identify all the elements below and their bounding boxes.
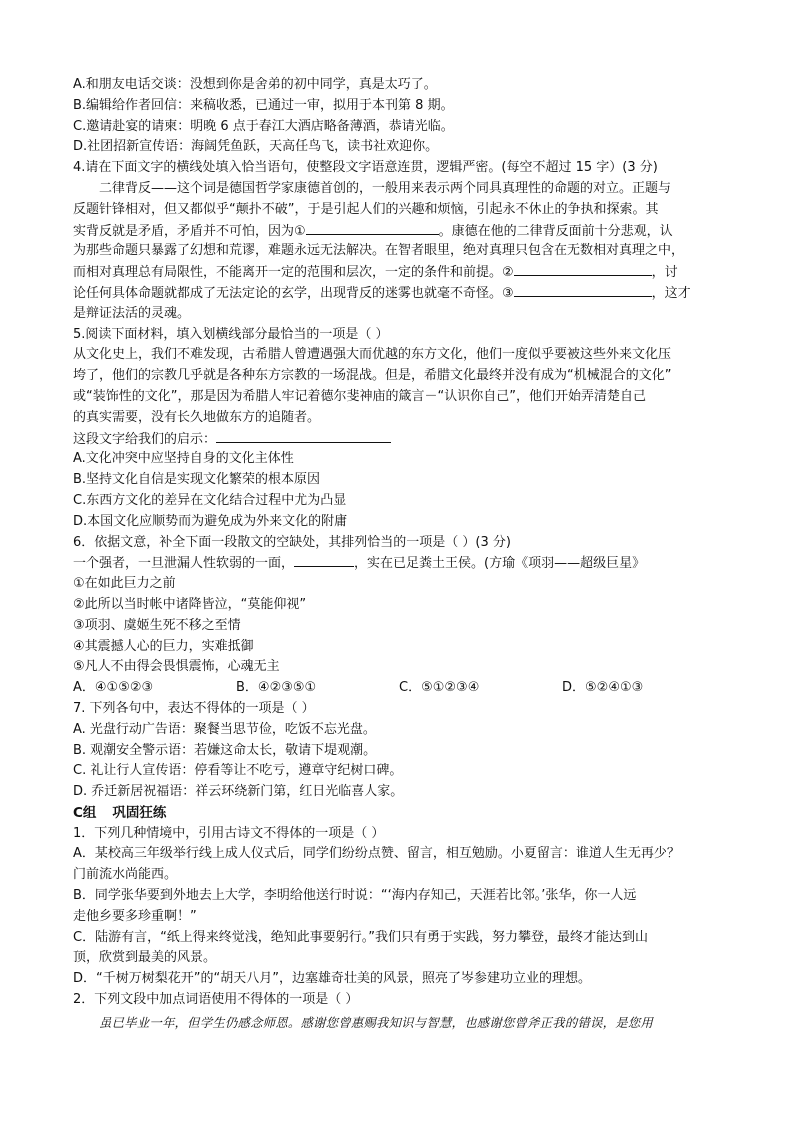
q7-option-b: B. 观潮安全警示语：若嫌这命太长，敬请下堤观潮。 [73, 742, 377, 758]
q4-paragraph-line: 是辩证法活的灵魂。 [73, 305, 191, 321]
q5-option-a: A.文化冲突中应坚持自身的文化主体性 [73, 451, 294, 467]
question-7-title: 7. 下列各句中，表达不得体的一项是（ ） [73, 700, 315, 716]
section-name: 巩固狂练 [112, 804, 167, 821]
q4-paragraph-line [73, 221, 725, 242]
q6-text: 一个强者，一旦泄漏人性软弱的一面， [73, 556, 295, 572]
q7-option-c: C. 礼让行人宣传语：停看等让不吃亏，遵章守纪树口碑。 [73, 763, 403, 779]
q7-option-d: D. 乔迁新居祝福语：祥云环绕新门第，红日光临喜人家。 [73, 784, 404, 800]
c2-passage-line: 虽已毕业一年，但学生仍感念师恩。感谢您曾惠赐我知识与智慧，也感谢您曾斧正我的错误，是您用 [99, 1014, 653, 1030]
option-b: B.编辑给作者回信：来稿收悉，已通过一审，拟用于本刊第 8 期。 [73, 97, 454, 113]
c1-option-a: A．某校高三年级举行线上成人仪式后，同学们纷纷点赞、留言，相互勉励。小夏留言：谁道人生无再少？ [73, 846, 680, 862]
question-6-title: 6．依据文意，补全下面一段散文的空缺处，其排列恰当的一项是（ ）(3 分) [73, 534, 511, 550]
c1-option-b-cont: 走他乡要多珍重啊！” [73, 908, 197, 924]
q4-text: 而相对真理总有局限性，不能离开一定的范围和层次，一定的条件和前提。② [73, 265, 514, 281]
q6-item-4: ④其震撼人心的巨力，实难抵御 [73, 638, 254, 654]
section-c-header [73, 803, 725, 824]
q4-paragraph-line [73, 283, 725, 304]
q4-text: 论任何具体命题就都成了无法定论的玄学，出现背反的迷雾也就毫不奇怪。③ [73, 285, 514, 301]
q6-options [73, 678, 725, 699]
q6-text: ，实在已足粪土王侯。(方瑜《项羽——超级巨星》 [354, 556, 646, 572]
q6-option-c: C．⑤①②③④ [399, 680, 480, 696]
q5-paragraph-line: 的真实需要，没有长久地做东方的追随者。 [73, 409, 321, 425]
answer-blank-q5[interactable] [216, 429, 391, 443]
c1-option-d: D．“千树万树梨花开”的“胡天八月”，边塞雄奇壮美的风景，照亮了岑参建功立业的理想。 [73, 971, 591, 987]
answer-blank-q6[interactable] [294, 553, 354, 567]
c-question-2-title: 2．下列文段中加点词语使用不得体的一项是（ ） [73, 992, 359, 1008]
answer-blank-3[interactable] [514, 283, 652, 297]
q5-paragraph-line: 垮了，他们的宗教几乎就是各种东方宗教的一场混战。但是，希腊文化最终并没有成为“机械混合的文化” [73, 368, 672, 384]
c1-option-c-cont: 顶，欣赏到最美的风景。 [73, 950, 217, 966]
q7-option-a: A. 光盘行动广告语：聚餐当思节俭，吃饭不忘光盘。 [73, 721, 376, 737]
exam-page [73, 75, 725, 1034]
section-label: C组 [73, 804, 97, 821]
q5-paragraph-line: 或“装饰性的文化”，那是因为希腊人牢记着德尔斐神庙的箴言－“认识你自己”，他们开始弄清楚自己 [73, 388, 646, 404]
q6-item-5: ⑤凡人不由得会畏惧震怖，心魂无主 [73, 659, 280, 675]
q4-paragraph-line: 二律背反——这个词是德国哲学家康德首创的，一般用来表示两个同具真理性的命题的对立。正题与 [99, 180, 672, 196]
q6-item-1: ①在如此巨力之前 [73, 576, 176, 592]
q4-paragraph-line [73, 262, 725, 283]
q6-option-a: A．④①⑤②③ [73, 680, 154, 696]
answer-blank-1[interactable] [306, 221, 439, 235]
q4-text: 实背反就是矛盾，矛盾并不可怕，因为① [73, 223, 306, 239]
q5-prompt-line [73, 429, 725, 450]
q4-paragraph-line: 为那些命题只暴露了幻想和荒谬，难题永远无法解决。在智者眼里，绝对真理只包含在无数相对真理之中， [73, 243, 685, 259]
c1-option-a-cont: 门前流水尚能西。 [73, 867, 178, 883]
option-c: C.邀请赴宴的请柬：明晚 6 点于春江大酒店略备薄酒，恭请光临。 [73, 118, 454, 134]
question-4-title: 4.请在下面文字的横线处填入恰当语句，使整段文字语意连贯，逻辑严密。(每空不超过 15 字）(3 分) [73, 160, 658, 176]
q5-prompt: 这段文字给我们的启示： [73, 431, 217, 447]
q5-option-b: B.坚持文化自信是实现文化繁荣的根本原因 [73, 472, 321, 488]
q4-text: 。康德在他的二律背反面前十分悲观，认 [438, 223, 673, 239]
q6-option-d: D．⑤②④①③ [562, 680, 644, 696]
q4-text: ，讨 [651, 265, 678, 281]
c-question-1-title: 1．下列几种情境中，引用古诗文不得体的一项是（ ） [73, 825, 385, 841]
question-5-title: 5.阅读下面材料，填入划横线部分最恰当的一项是（ ） [73, 326, 389, 342]
option-a: A.和朋友电话交谈：没想到你是舍弟的初中同学，真是太巧了。 [73, 77, 437, 92]
q6-option-b: B．④②③⑤① [236, 680, 317, 696]
q6-item-2: ②此所以当时帐中诸降皆泣，“莫能仰视” [73, 596, 307, 612]
q5-option-c: C.东西方文化的差异在文化结合过程中尤为凸显 [73, 492, 347, 508]
q5-paragraph-line: 从文化史上，我们不难发现，古希腊人曾遭遇强大而优越的东方文化，他们一度似乎要被这些外来文化压 [73, 347, 672, 363]
option-d: D.社团招新宣传语：海阔凭鱼跃，天高任鸟飞，读书社欢迎你。 [73, 139, 439, 155]
answer-blank-2[interactable] [514, 262, 652, 276]
q4-paragraph-line: 反题针锋相对，但又都似乎“颠扑不破”，于是引起人们的兴趣和烦恼，引起永不休止的争执和探索。其 [73, 201, 659, 217]
c1-option-b: B．同学张华要到外地去上大学，李明给他送行时说：“‘海内存知己，天涯若比邻。’张华，你一人远 [73, 888, 637, 904]
c1-option-c: C．陆游有言，“纸上得来终觉浅，绝知此事要躬行。”我们只有勇于实践，努力攀登，最终才能达到山 [73, 929, 649, 945]
q4-text: ，这才 [651, 285, 691, 301]
q6-item-3: ③项羽、虞姬生死不移之至情 [73, 617, 241, 633]
q5-option-d: D.本国文化应顺势而为避免成为外来文化的附庸 [73, 513, 348, 529]
q6-paragraph-line [73, 553, 725, 574]
